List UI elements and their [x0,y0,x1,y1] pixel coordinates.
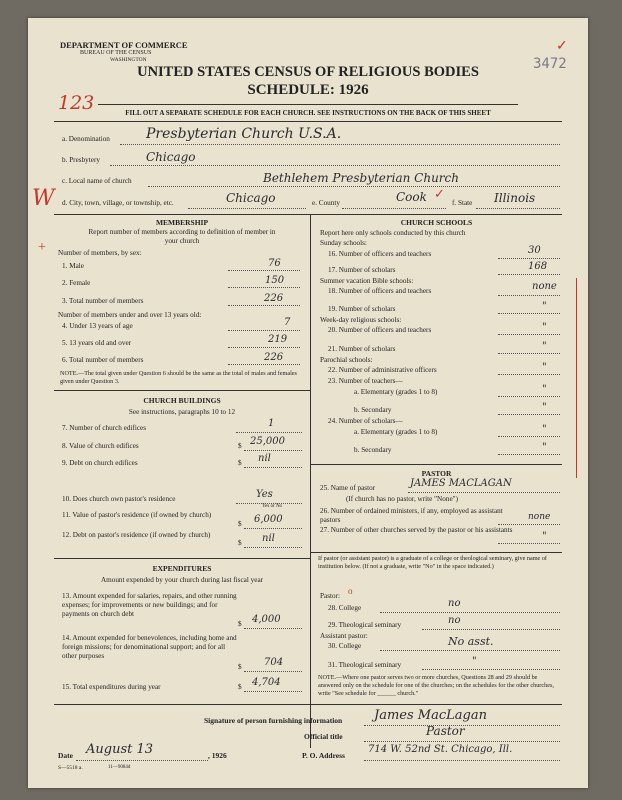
schools-intro: Report here only schools conducted by this church [320,229,466,237]
q17-value[interactable]: 168 [528,261,548,272]
sunday-schools-label: Sunday schools: [320,239,367,247]
q11-label: 11. Value of pastor's residence (if owned by church) [62,511,212,519]
city-label: d. City, town, village, or township, etc. [62,199,174,207]
form-title: UNITED STATES CENSUS OF RELIGIOUS BODIES [137,64,479,80]
q24-label: 24. Number of scholars— [328,417,403,425]
q13-label: 13. Amount expended for salaries, repairs, and other running expenses; for improvements or new buildings; and for payments on church debt [62,592,237,618]
q7-value[interactable]: 1 [268,418,275,429]
dollar-sign: $ [238,520,242,528]
q12-value[interactable]: nil [262,533,275,544]
members-by-sex-label: Number of members, by sex: [58,249,142,257]
q29-label: 29. Theological seminary [328,621,402,629]
red-circle-mark: o [348,586,353,596]
q27-label: 27. Number of other churches served by the pastor or his assistants [320,526,513,534]
dollar-sign: $ [238,620,242,628]
q23a-label: a. Elementary (grades 1 to 8) [354,388,438,396]
stamp-number: 3472 [533,56,567,72]
q26-value[interactable]: none [528,512,551,522]
denomination-value[interactable]: Presbyterian Church U.S.A. [146,126,342,142]
q26-label: 26. Number of ordained ministers, if any, employed as assistant pastors [320,507,503,524]
q25-value[interactable]: JAMES MACLAGAN [410,478,512,489]
pastor-title: PASTOR [421,469,452,478]
buildings-title: CHURCH BUILDINGS [143,396,221,405]
q13-value[interactable]: 4,000 [252,614,281,625]
q24b-label: b. Secondary [354,446,392,454]
q11-value[interactable]: 6,000 [254,514,283,525]
q4-label: 4. Under 13 years of age [62,322,133,330]
official-title-value[interactable]: Pastor [426,724,465,738]
q23-label: 23. Number of teachers— [328,377,403,385]
q17-label: 17. Number of scholars [328,266,396,274]
q22-value[interactable]: " [542,362,547,373]
po-address-label: P. O. Address [302,751,345,760]
local-name-label: c. Local name of church [62,177,132,185]
q16-value[interactable]: 30 [528,245,541,256]
q3-label: 3. Total number of members [62,297,144,305]
expenditures-title: EXPENDITURES [152,564,212,573]
q19-label: 19. Number of scholars [328,305,396,313]
state-value[interactable]: Illinois [494,191,536,205]
q6-label: 6. Total number of members [62,356,144,364]
q20-value[interactable]: " [542,322,547,333]
pastor-note: NOTE.—Where one pastor serves two or more churches, Questions 28 and 29 should be answered only on the schedule for one of the churches; on the schedules for the other churches, write "See schedule for ______ church." [318,674,554,697]
q23b-value[interactable]: " [542,402,547,413]
q16-label: 16. Number of officers and teachers [328,250,432,258]
q30-label: 30. College [328,642,362,650]
membership-intro: Report number of members according to definition of member in your church [88,228,276,245]
print-number: 11—9084d [108,765,131,770]
q24a-label: a. Elementary (grades 1 to 8) [354,428,438,436]
yes-no-hint: Yes or No [262,504,283,509]
q14-label: 14. Amount expended for benevolences, including home and foreign missions; for denominational support; and for all other purposes [62,634,237,660]
local-name-value[interactable]: Bethlehem Presbyterian Church [263,171,459,185]
q31-value[interactable]: " [472,656,477,667]
schools-title: CHURCH SCHOOLS [400,218,473,227]
signature-value[interactable]: James MacLagan [374,708,487,723]
date-year: , 1926 [208,751,227,760]
q15-value[interactable]: 4,704 [252,677,281,688]
parochial-schools-label: Parochial schools: [320,356,373,364]
q3-value[interactable]: 226 [264,293,284,304]
q29-value[interactable]: no [448,615,461,626]
form-number: S—5518 a. [58,765,83,771]
q21-label: 21. Number of scholars [328,345,396,353]
q5-value[interactable]: 219 [268,334,288,345]
signature-label: Signature of person furnishing information [204,716,343,725]
q20-label: 20. Number of officers and teachers [328,326,432,334]
buildings-intro: See instructions, paragraphs 10 to 12 [128,408,236,416]
q23a-value[interactable]: " [542,384,547,395]
dollar-sign: $ [238,459,242,467]
instruction-line: FILL OUT A SEPARATE SCHEDULE FOR EACH CHURCH. SEE INSTRUCTIONS ON THE BACK OF THIS SHEET [125,109,491,117]
date-label: Date [58,751,73,760]
bureau-label: BUREAU OF THE CENSUS [80,50,152,56]
q2-value[interactable]: 150 [265,275,285,286]
pastor-sub-label: Pastor: [320,592,340,600]
weekday-schools-label: Week-day religious schools: [320,316,402,324]
expenditures-intro: Amount expended by your church during last fiscal year [100,576,264,584]
members-by-age-label: Number of members under and over 13 years old: [58,311,202,319]
q15-label: 15. Total expenditures during year [62,683,161,691]
q18-value[interactable]: none [532,281,557,292]
city-value[interactable]: Chicago [226,191,276,205]
q4-value[interactable]: 7 [284,317,291,328]
assistant-pastor-label: Assistant pastor: [320,632,368,640]
q30-value[interactable]: No asst. [448,635,494,648]
q24b-value[interactable]: " [542,442,547,453]
red-plus-mark: + [38,240,46,255]
dollar-sign: $ [238,683,242,691]
q6-value[interactable]: 226 [264,352,284,363]
q10-value[interactable]: Yes [256,489,273,500]
q22-label: 22. Number of administrative officers [328,366,437,374]
q8-value[interactable]: 25,000 [250,436,285,447]
q24a-value[interactable]: " [542,424,547,435]
red-check-county: ✓ [434,186,445,201]
red-number: 123 [58,92,95,114]
q21-value[interactable]: " [542,341,547,352]
q9-value[interactable]: nil [258,453,271,464]
dollar-sign: $ [238,663,242,671]
county-label: e. County [312,199,340,207]
schedule-title: SCHEDULE: 1926 [247,82,369,98]
q12-label: 12. Debt on pastor's residence (if owned by church) [62,531,211,539]
q1-label: 1. Male [62,262,84,270]
q19-value[interactable]: " [542,301,547,312]
q25-note: (If church has no pastor, write "None") [346,495,458,503]
q28-value[interactable]: no [448,598,461,609]
q23b-label: b. Secondary [354,406,392,414]
q14-value[interactable]: 704 [264,657,284,668]
county-value[interactable]: Cook [396,190,427,204]
q2-label: 2. Female [62,279,91,287]
presbytery-value[interactable]: Chicago [146,150,196,164]
dollar-sign: $ [238,442,242,450]
red-initials: W [32,186,55,211]
presbytery-label: b. Presbytery [62,156,100,164]
official-title-label: Official title [304,732,343,741]
summer-schools-label: Summer vacation Bible schools: [320,277,414,285]
q9-label: 9. Debt on church edifices [62,459,138,467]
red-check-mark: ✓ [556,39,568,54]
q5-label: 5. 13 years old and over [62,339,132,347]
census-schedule-paper [28,18,588,788]
washington-label: WASHINGTON [110,57,147,63]
dollar-sign: $ [238,539,242,547]
q7-label: 7. Number of church edifices [62,424,147,432]
denomination-label: a. Denomination [62,135,110,143]
q28-label: 28. College [328,604,362,612]
q8-label: 8. Value of church edifices [62,442,139,450]
q10-label: 10. Does church own pastor's residence [62,495,176,503]
state-label: f. State [452,199,473,207]
q27-value[interactable]: " [542,531,547,542]
q1-value[interactable]: 76 [268,258,281,269]
pastor-intro: If pastor (or assistant pastor) is a graduate of a college or theological seminary, give name of institution below. (If not a graduate, write "No" in the space indicated.) [318,555,547,570]
po-address-value[interactable]: 714 W. 52nd St. Chicago, Ill. [368,744,513,755]
q18-label: 18. Number of officers and teachers [328,287,432,295]
date-value[interactable]: August 13 [86,742,154,757]
q31-label: 31. Theological seminary [328,661,402,669]
membership-title: MEMBERSHIP [155,218,209,227]
q25-label: 25. Name of pastor [320,484,376,492]
department-label: DEPARTMENT OF COMMERCE [60,40,188,50]
membership-note: NOTE.—The total given under Question 6 should be the same as the total of males and females given under Question 3. [60,370,297,385]
